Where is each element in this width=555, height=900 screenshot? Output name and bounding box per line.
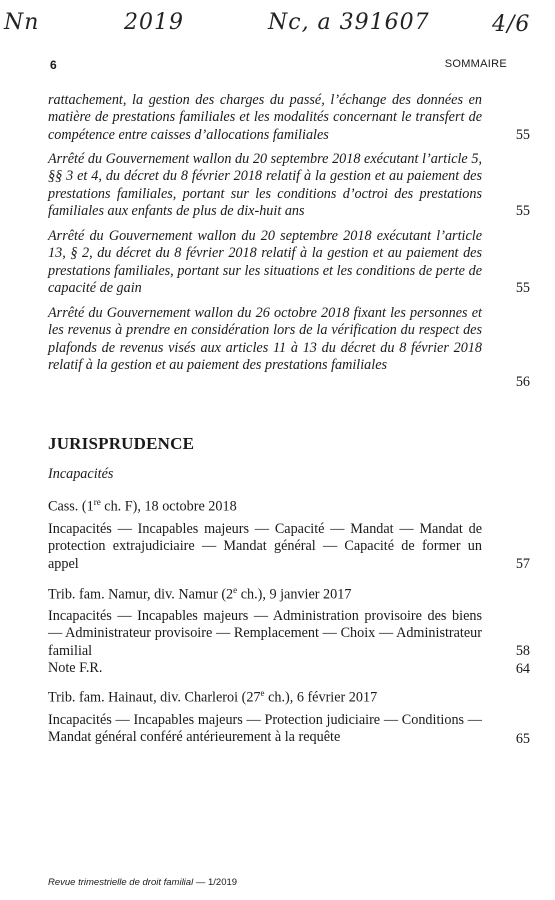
case-court bbox=[48, 585, 351, 604]
case-page: 65 bbox=[515, 730, 530, 747]
case-summary bbox=[48, 712, 530, 748]
case-court-sup: e bbox=[260, 688, 265, 698]
case-note bbox=[48, 660, 530, 678]
toc-entry bbox=[48, 92, 530, 144]
subsection-heading: Incapacités bbox=[48, 466, 114, 482]
case-summary-text: Incapacités — Incapables majeurs — Administration provisoire des biens — Administrateur provisoire — Remplacement — Choix — Administrateur familial bbox=[48, 608, 482, 659]
case-court-date: ch. F), 18 octobre 2018 bbox=[100, 498, 237, 515]
case-page: 58 bbox=[515, 642, 530, 659]
case-note-text: Note F.R. bbox=[48, 660, 103, 676]
toc-entry-page: 55 bbox=[515, 202, 530, 219]
handwritten-ref-1: Nn bbox=[4, 10, 40, 35]
case-court-sup: e bbox=[233, 585, 238, 595]
case-court-sup: re bbox=[93, 497, 101, 507]
toc-entry-text: rattachement, la gestion des charges du passé, l’échange des données en matière de prestations familiales et les modalités concernant le transfert de compétence entre caisses d’allocations familiales bbox=[48, 92, 482, 143]
handwritten-fraction: 4/6 bbox=[492, 12, 531, 37]
case-court-date: ch.), 9 janvier 2017 bbox=[237, 586, 352, 603]
case-note-page: 64 bbox=[515, 660, 530, 677]
toc-entry-text: Arrêté du Gouvernement wallon du 20 septembre 2018 exécutant l’article 5, §§ 3 et 4, du décret du 8 février 2018 relatif à la gestion et au paiement des prestations familiales, portant sur les conditions d’octroi des prestations familiales aux enfants de plus de dix-huit ans bbox=[48, 151, 482, 219]
toc-entry bbox=[48, 151, 530, 220]
case-court-name: Cass. (1 bbox=[48, 498, 94, 515]
case-court bbox=[48, 688, 377, 707]
toc-entry bbox=[48, 305, 530, 391]
toc-entry-text: Arrêté du Gouvernement wallon du 26 octobre 2018 fixant les personnes et les revenus à prendre en considération lors de la vérification du respect des plafonds de revenus visés aux articles 11 à 13 du décret du 8 février 2018 relatif à la gestion et au paiement des prestations familiales bbox=[48, 305, 482, 373]
case-court-name: Trib. fam. Namur, div. Namur (2 bbox=[48, 586, 234, 603]
page-footer bbox=[48, 877, 237, 888]
page-number: 6 bbox=[50, 58, 57, 72]
journal-title: Revue trimestrielle de droit familial bbox=[48, 877, 194, 888]
section-title: SOMMAIRE bbox=[444, 58, 507, 70]
case-court-date: ch.), 6 février 2017 bbox=[264, 689, 378, 706]
case-court-name: Trib. fam. Hainaut, div. Charleroi (27 bbox=[48, 689, 261, 706]
toc-entry-page: 56 bbox=[515, 373, 530, 390]
handwritten-code: Nc, a 391607 bbox=[268, 10, 430, 35]
toc-entry-text: Arrêté du Gouvernement wallon du 20 septembre 2018 exécutant l’article 13, § 2, du décret du 8 février 2018 relatif à la gestion et au paiement des prestations familiales, portant sur les situations et les conditions de perte de capacité de gain bbox=[48, 228, 482, 296]
case-page: 57 bbox=[515, 555, 530, 572]
toc-entry bbox=[48, 228, 530, 297]
handwritten-year: 2019 bbox=[124, 10, 184, 35]
case-summary-text: Incapacités — Incapables majeurs — Protection judiciaire — Conditions — Mandat général conféré antérieurement à la requête bbox=[48, 712, 482, 746]
case-summary-text: Incapacités — Incapables majeurs — Capacité — Mandat — Mandat de protection extrajudiciaire — Mandat général — Capacité de former un appel bbox=[48, 521, 482, 572]
case-summary bbox=[48, 608, 530, 660]
case-court bbox=[48, 497, 237, 516]
toc-entry-page: 55 bbox=[515, 279, 530, 296]
section-heading: JURISPRUDENCE bbox=[48, 434, 195, 453]
toc-entry-page: 55 bbox=[515, 126, 530, 143]
case-summary bbox=[48, 521, 530, 573]
journal-issue: — 1/2019 bbox=[193, 877, 238, 888]
